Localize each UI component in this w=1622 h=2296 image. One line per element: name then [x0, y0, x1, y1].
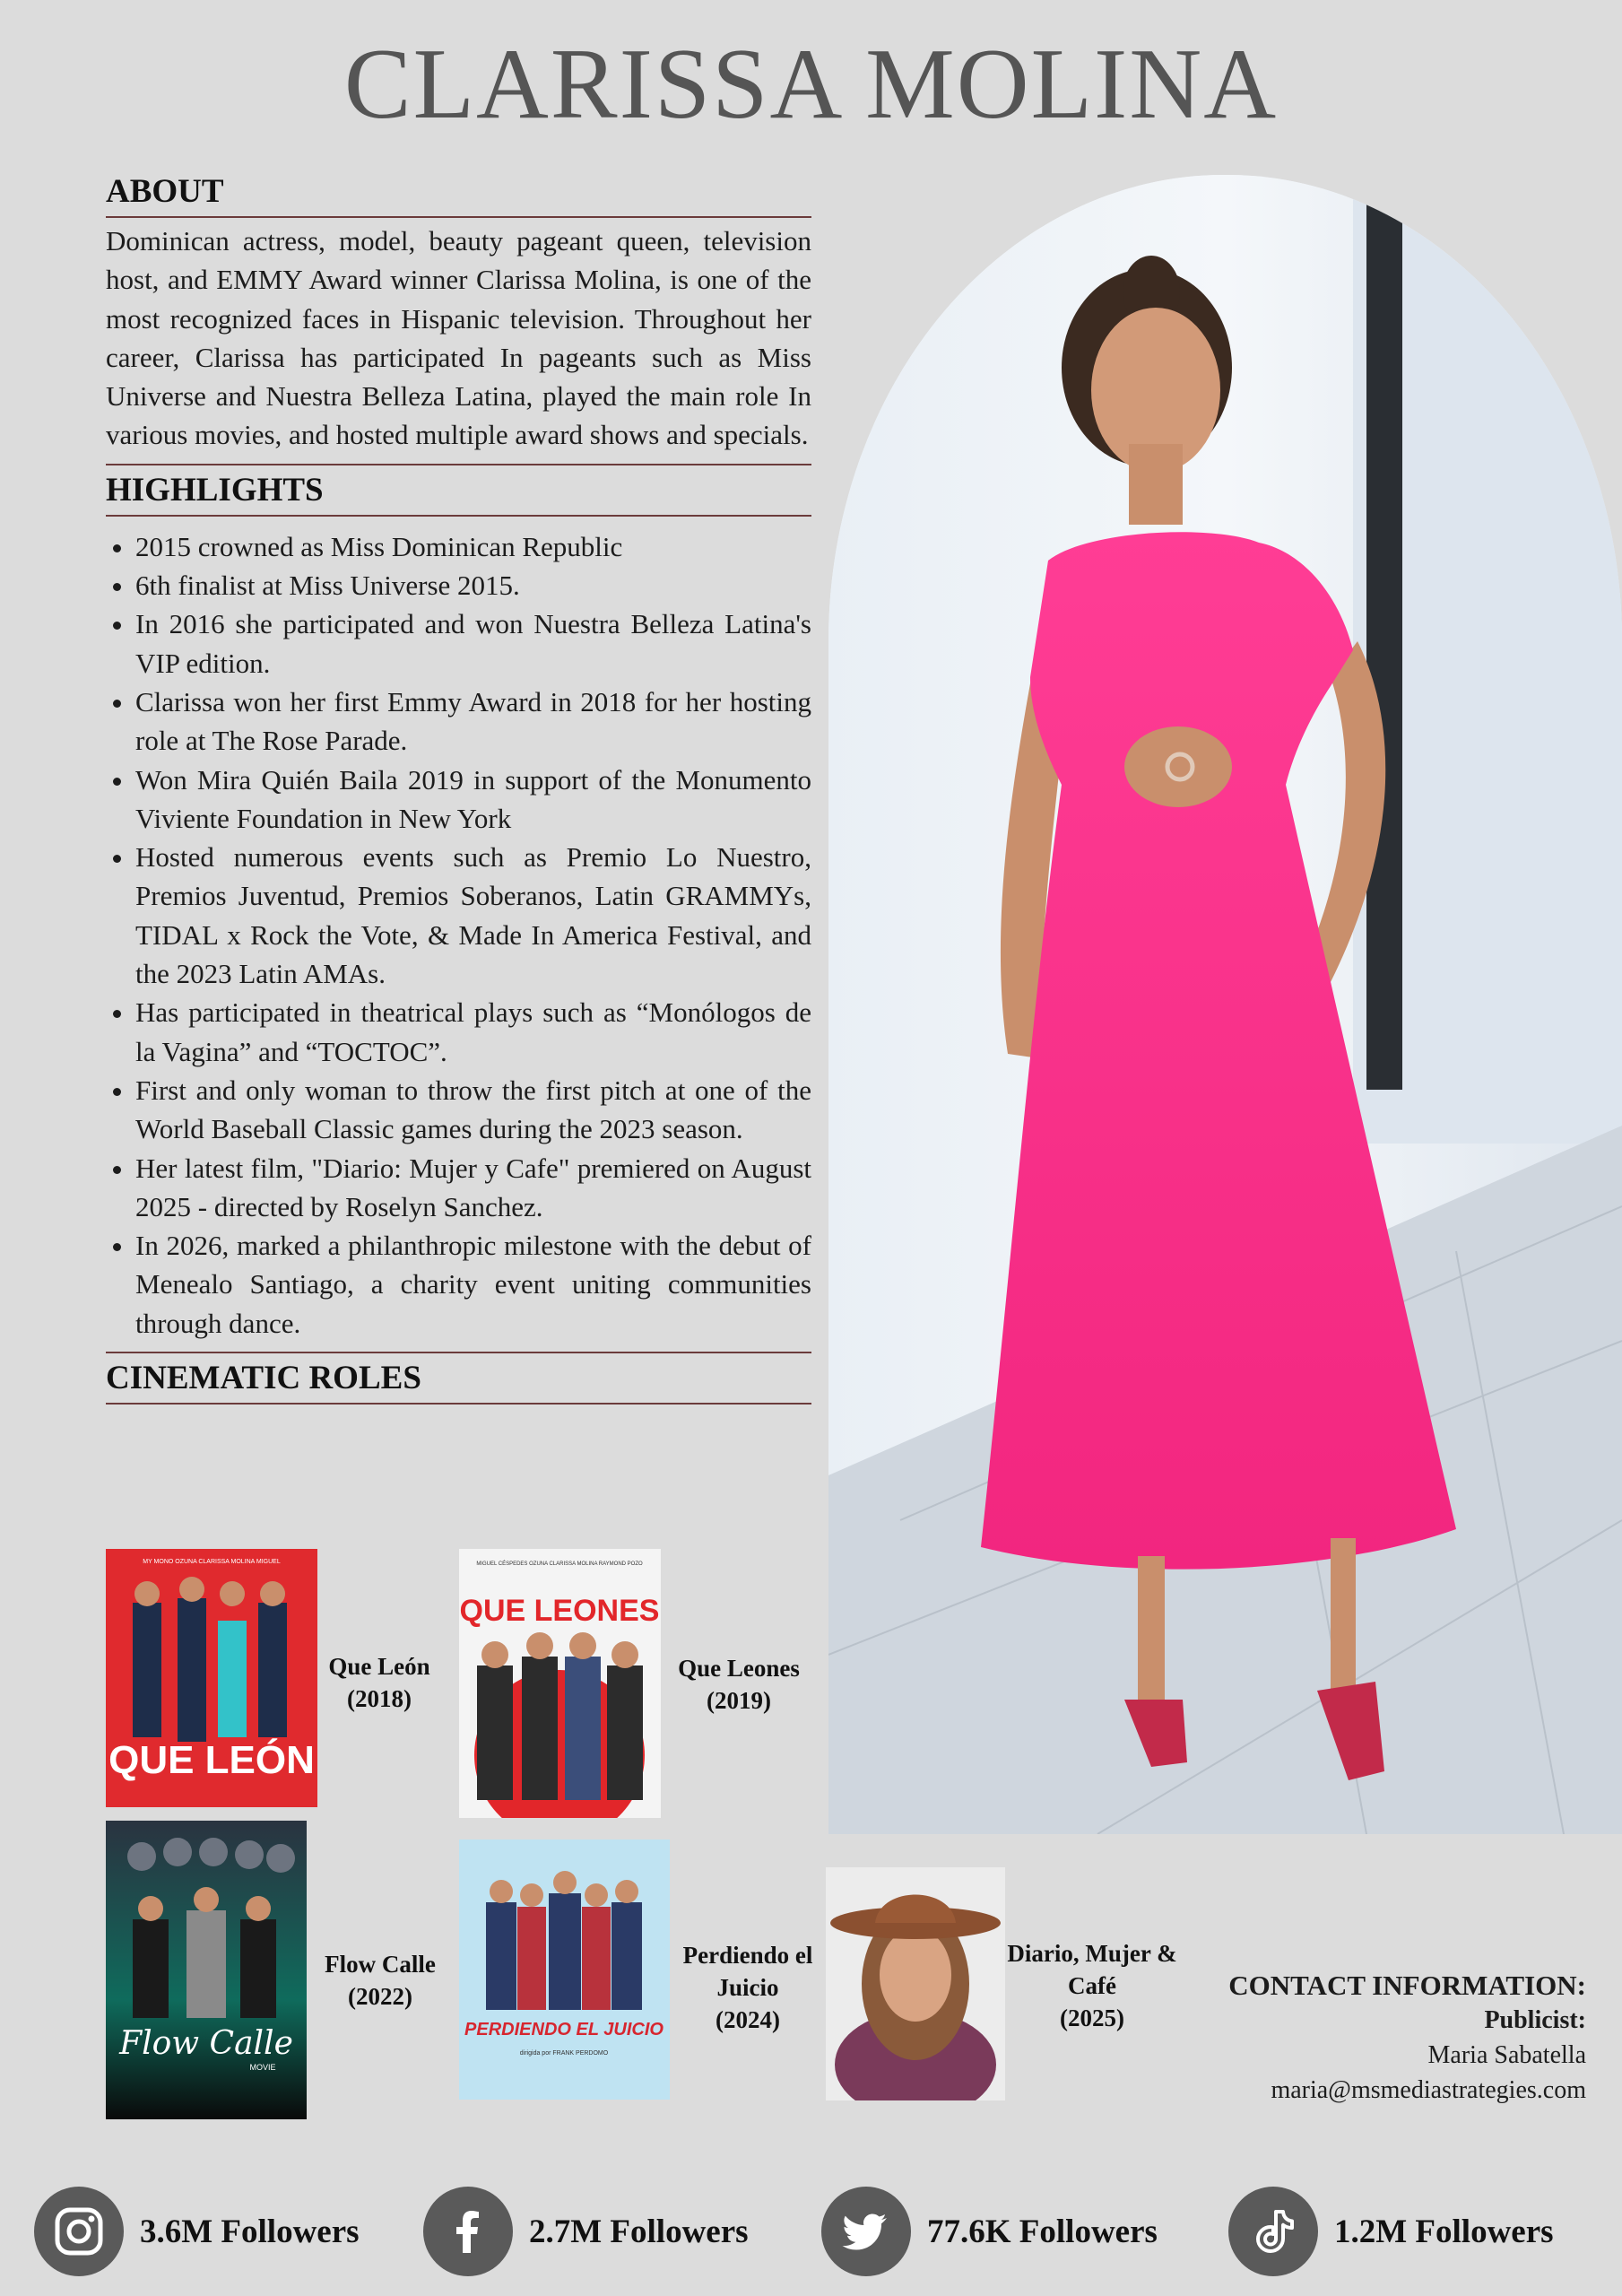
film-label-que-leon [321, 1650, 438, 1715]
highlight-item: • 6th finalist at Miss Universe 2015. [135, 566, 811, 604]
about-heading: ABOUT [106, 172, 811, 218]
highlight-item: • In 2016 she participated and won Nuestra Belleza Latina's VIP edition. [135, 604, 811, 683]
highlight-item: • Clarissa won her first Emmy Award in 2018 for her hosting role at The Rose Parade. [135, 683, 811, 761]
poster-que-leon-credits: MY MONO OZUNA CLARISSA MOLINA MIGUEL [143, 1559, 281, 1565]
highlight-item: • 2015 crowned as Miss Dominican Republic [135, 527, 811, 566]
poster-que-leon-art [106, 1549, 317, 1807]
highlights-heading: HIGHLIGHTS [106, 464, 811, 517]
highlight-item: • In 2026, marked a philanthropic milestone with the debut of Menealo Santiago, a charity event uniting communities through dance. [135, 1226, 811, 1343]
poster-perdiendo-text: PERDIENDO EL JUICIO [464, 2020, 664, 2039]
film-year: (2022) [348, 1983, 412, 2010]
film-label-que-leones [667, 1652, 811, 1717]
highlight-item: • Her latest film, "Diario: Mujer y Cafe" premiered on August 2025 - directed by Roselyn Sanchez. [135, 1149, 811, 1227]
cinematic-heading: CINEMATIC ROLES [106, 1352, 811, 1405]
contact-email[interactable]: maria@msmediastrategies.com [1271, 2076, 1586, 2104]
poster-que-leon[interactable] [106, 1549, 317, 1807]
highlight-item: • Won Mira Quién Baila 2019 in support of the Monumento Viviente Foundation in New York [135, 761, 811, 839]
twitter-icon [821, 2187, 911, 2276]
film-label-flow-calle [317, 1948, 443, 2013]
poster-flow-calle-art [106, 1821, 307, 2119]
page-title: CLARISSA MOLINA [343, 29, 1279, 140]
highlight-item: • Hosted numerous events such as Premio Lo Nuestro, Premios Juventud, Premios Soberanos, Latin GRAMMYs, TIDAL x Rock the Vote, & Made In America Festival, and the 2023 Latin AMAs. [135, 838, 811, 993]
poster-perdiendo-el-juicio[interactable] [459, 1839, 670, 2100]
facebook-icon [423, 2187, 513, 2276]
film-year: (2019) [707, 1687, 771, 1714]
film-label-diario [1007, 1937, 1177, 2034]
contact-role: Publicist: [1484, 2006, 1586, 2034]
social-instagram[interactable] [34, 2187, 360, 2276]
poster-diario-art [826, 1867, 1005, 2100]
left-column [106, 172, 811, 1405]
film-year: (2018) [347, 1685, 412, 1712]
film-title: Que León [328, 1653, 430, 1680]
highlight-item: • Has participated in theatrical plays such as “Monólogos de la Vagina” and “TOCTOC”. [135, 993, 811, 1071]
highlights-list [106, 527, 811, 1343]
social-twitter[interactable] [821, 2187, 1158, 2276]
poster-perdiendo-sub: dirigida por FRANK PERDOMO [519, 2050, 609, 2057]
film-title: Flow Calle [325, 1951, 436, 1978]
about-text: Dominican actress, model, beauty pageant queen, television host, and EMMY Award winner Clarissa Molina, is one of the most recognized faces in Hispanic television. Throughout her career, Clarissa has participated In pageants such as Miss Universe and Nuestra Belleza Latina, played the main role In various movies, and hosted multiple award shows and specials. [106, 225, 811, 451]
instagram-followers: 3.6M Followers [140, 2213, 360, 2250]
cinematic-roles-grid [106, 1544, 1177, 2127]
poster-flow-calle-sub: MOVIE [249, 2063, 276, 2072]
film-year: (2024) [716, 2006, 780, 2033]
poster-que-leones-art [459, 1549, 661, 1818]
film-title: Diario, Mujer & Café [1007, 1940, 1177, 1999]
poster-perdiendo-el-juicio-art [459, 1839, 670, 2100]
film-year: (2025) [1060, 2005, 1124, 2031]
tiktok-followers: 1.2M Followers [1334, 2213, 1554, 2250]
social-tiktok[interactable] [1228, 2187, 1554, 2276]
poster-que-leones[interactable] [459, 1549, 661, 1818]
poster-que-leones-credits: MIGUEL CÉSPEDES OZUNA CLARISSA MOLINA RAYMOND POZO [476, 1561, 643, 1567]
poster-diario-mujer-cafe[interactable] [826, 1867, 1005, 2100]
poster-que-leon-text: QUE LEÓN [108, 1738, 315, 1782]
twitter-followers: 77.6K Followers [927, 2213, 1158, 2250]
tiktok-icon [1228, 2187, 1318, 2276]
contact-name: Maria Sabatella [1427, 2041, 1586, 2069]
poster-flow-calle[interactable] [106, 1821, 307, 2119]
film-label-perdiendo-el-juicio [676, 1939, 820, 2036]
film-title: Perdiendo el Juicio [682, 1942, 813, 2001]
contact-info [1228, 1968, 1586, 2108]
contact-heading: CONTACT INFORMATION: [1228, 1970, 1586, 2001]
highlight-item: • First and only woman to throw the first pitch at one of the World Baseball Classic games during the 2023 season. [135, 1071, 811, 1149]
poster-que-leones-text: QUE LEONES [459, 1594, 660, 1628]
facebook-followers: 2.7M Followers [529, 2213, 749, 2250]
film-title: Que Leones [678, 1655, 800, 1682]
poster-flow-calle-text: Flow Calle [119, 2025, 293, 2062]
social-facebook[interactable] [423, 2187, 749, 2276]
instagram-icon [34, 2187, 124, 2276]
